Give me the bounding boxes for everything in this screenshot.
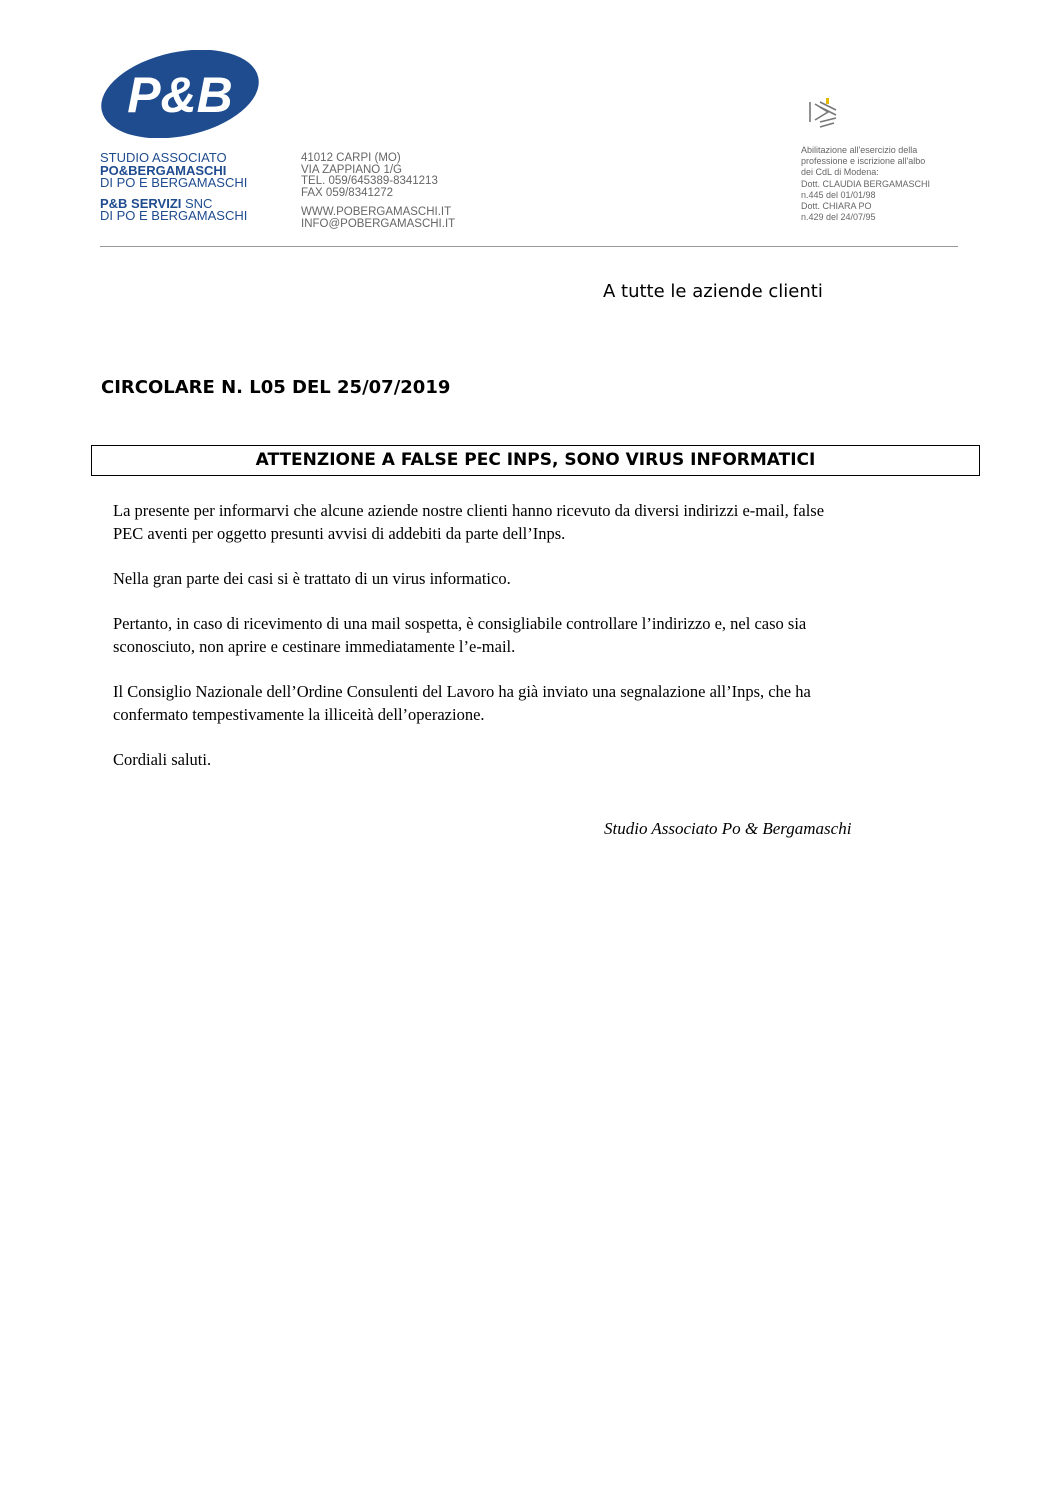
paragraph-4 (113, 680, 973, 726)
subject-text: ATTENZIONE A FALSE PEC INPS, SONO VIRUS INFORMATICI (255, 450, 816, 470)
closing-salutation: Cordiali saluti. (113, 750, 212, 769)
contact-block (301, 153, 455, 230)
registration-line-6: Dott. CHIARA PO (801, 201, 872, 212)
paragraph-4-line-2: confermato tempestivamente la illiceità dell’operazione. (113, 705, 485, 724)
studio-line-2: PO&BERGAMASCHI (100, 162, 227, 178)
paragraph-1-line-2: PEC aventi per oggetto presunti avvisi di addebiti da parte dell’Inps. (113, 524, 566, 543)
servizi-name: P&B SERVIZI (100, 195, 182, 211)
contact-fax: FAX 059/8341272 (301, 186, 394, 199)
registration-line-1: Abilitazione all'esercizio della (801, 145, 918, 155)
contact-phone: TEL. 059/645389-8341213 (301, 175, 438, 187)
servizi-suffix: SNC (181, 195, 213, 211)
studio-name-block (100, 152, 247, 223)
registration-line-4: Dott. CLAUDIA BERGAMASCHI (801, 178, 931, 189)
paragraph-5 (113, 748, 973, 771)
cdl-emblem-icon (806, 98, 840, 132)
contact-email: INFO@POBERGAMASCHI.IT (301, 217, 456, 230)
registration-line-7: n.429 del 24/07/95 (801, 212, 876, 223)
paragraph-4-line-1: Il Consiglio Nazionale dell’Ordine Consulenti del Lavoro ha già inviato una segnalazione all’Inps, che ha (113, 682, 811, 701)
header-divider (100, 246, 958, 247)
contact-address: VIA ZAPPIANO 1/G (301, 163, 402, 176)
paragraph-3-line-2: sconosciuto, non aprire e cestinare immediatamente l’e-mail. (113, 637, 516, 656)
signature: Studio Associato Po & Bergamaschi (604, 819, 852, 838)
registration-line-5: n.445 del 01/01/98 (801, 189, 876, 200)
paragraph-2-line-1: Nella gran parte dei casi si è trattato di un virus informatico. (113, 569, 511, 588)
paragraph-3 (113, 612, 973, 658)
registration-block (801, 145, 930, 223)
registration-line-2: professione e iscrizione all'albo (801, 156, 926, 167)
subject-box (91, 445, 980, 476)
paragraph-1-line-1: La presente per informarvi che alcune aziende nostre clienti hanno ricevuto da diversi indirizzi e-mail, false (113, 501, 825, 520)
paragraph-1 (113, 499, 973, 545)
recipient-line: A tutte le aziende clienti (603, 281, 823, 302)
paragraph-3-line-1: Pertanto, in caso di ricevimento di una mail sospetta, è consigliabile controllare l’indirizzo e, nel caso sia (113, 614, 807, 633)
studio-line-1: STUDIO ASSOCIATO (100, 150, 227, 165)
contact-website: WWW.POBERGAMASCHI.IT (301, 206, 452, 218)
registration-line-3: dei CdL di Modena: (801, 167, 879, 178)
pb-logo (98, 50, 262, 138)
circular-title: CIRCOLARE N. L05 DEL 25/07/2019 (101, 377, 451, 398)
paragraph-2 (113, 567, 973, 590)
contact-city: 41012 CARPI (MO) (301, 152, 401, 164)
studio-line-3: DI PO E BERGAMASCHI (100, 175, 248, 190)
servizi-line-2: DI PO E BERGAMASCHI (100, 208, 248, 223)
logo-text: P&B (127, 67, 233, 123)
